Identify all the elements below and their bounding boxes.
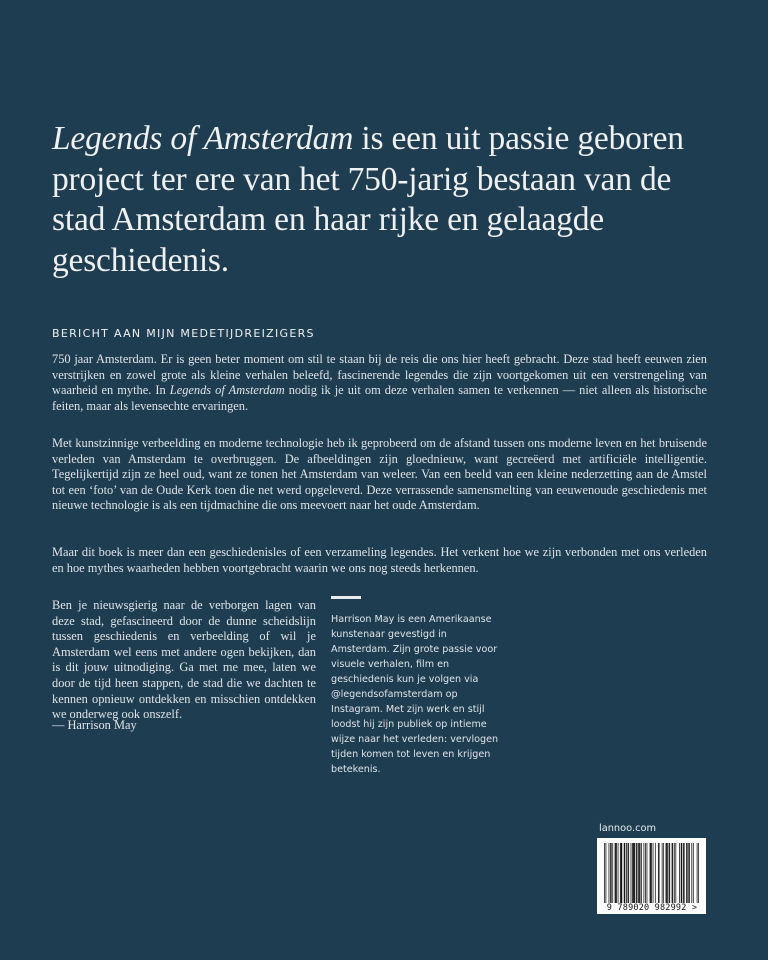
barcode-bar [682, 843, 683, 903]
bio-divider [331, 596, 361, 599]
barcode-bar [697, 843, 698, 903]
barcode-bar [632, 843, 633, 903]
barcode-bar [640, 843, 641, 903]
barcode-bar [666, 843, 667, 903]
intro-book-title: Legends of Amsterdam [169, 383, 285, 398]
barcode-bar [647, 843, 648, 903]
author-bio: Harrison May is een Amerikaanse kunstenaar gevestigd in Amsterdam. Zijn grote passie voor visuele verhalen, film en geschiedenis kun je volgen via @legendsofamsterdam op Instagram. Met zijn werk en stijl loodst hij zijn publiek op intieme wijze naar het verleden: vervlogen tijden komen tot leven en krijgen betekenis. [331, 614, 499, 775]
barcode-bar [669, 843, 670, 903]
barcode-bar [633, 843, 634, 903]
intro-paragraph-start: 750 jaar Amsterdam. Er is geen beter moment om stil te staan bij de reis die ons hier heeft gebracht. Deze stad heeft eeuwen zien verstrijken en zowel grote als kleine verhalen beleefd, fascinerende legendes die zijn voortgekomen uit een verstrengeling van waarheid en mythe. In [52, 352, 707, 398]
barcode-bar [650, 843, 651, 903]
intro-paragraph-end: nodig ik je uit om deze verhalen samen te verkennen — niet alleen als historische feiten, maar als levensechte ervaringen. [52, 383, 707, 413]
barcode-bar [618, 843, 619, 903]
barcode-bar [611, 843, 612, 903]
barcode-bar [616, 843, 617, 903]
section-title: BERICHT AAN MIJN MEDETIJDREIZIGERS [52, 327, 315, 340]
barcode-bar [610, 843, 611, 903]
barcode-bar [634, 843, 635, 903]
barcode-bar [667, 843, 668, 903]
barcode-bar [689, 843, 690, 903]
headline [52, 119, 722, 281]
barcode-bar [615, 843, 616, 903]
barcode-bar [663, 843, 664, 903]
isbn-number: 9 789020 982992 > [606, 903, 698, 913]
barcode-bar [628, 843, 629, 903]
barcode-bar [688, 843, 689, 903]
barcode-bar [662, 843, 663, 903]
barcode-bar [637, 843, 638, 903]
barcode-bar [606, 843, 607, 903]
barcode-bar [650, 843, 651, 903]
barcode-bar [684, 843, 685, 903]
barcode-bar [674, 843, 675, 903]
barcode-bar [620, 843, 621, 903]
barcode-bar [621, 843, 622, 903]
meaning-paragraph: Maar dit boek is meer dan een geschiedenisles of een verzameling legendes. Het verkent hoe we zijn verbonden met ons verleden en hoe mythes waarheden hebben voortgebracht waarin we ons nog steeds herkennen. [52, 545, 707, 575]
barcode-bar [615, 843, 616, 903]
barcode-bar [681, 843, 682, 903]
barcode-bar [644, 843, 645, 903]
barcode-bar [679, 843, 680, 903]
author-signature: — Harrison May [52, 718, 137, 732]
barcode-bar [687, 843, 688, 903]
barcode-bar [653, 843, 654, 903]
technology-paragraph: Met kunstzinnige verbeelding en moderne technologie heb ik geprobeerd om de afstand tussen ons moderne leven en het bruisende verleden van Amsterdam te overbruggen. De afbeeldingen zijn gloednieuw, want gecreëerd met artificiële intelligentie. Tegelijkertijd zijn ze heel oud, want ze tonen het Amsterdam van weleer. Van een beeld van een kleine nederzetting aan de Amstel tot een ‘foto’ van de Oude Kerk toen die net werd opgeleverd. Deze verrassende samensmelting van eeuwenoude geschiedenis met nieuwe technologie is als een tijdmachine die ons meevoert naar het oude Amsterdam. [52, 436, 707, 513]
barcode-bar [639, 843, 640, 903]
barcode-bar [631, 843, 632, 903]
barcode-bar [691, 843, 692, 903]
publisher-url: lannoo.com [599, 823, 656, 834]
barcode-bar [636, 843, 637, 903]
barcode-bar [625, 843, 626, 903]
intro-paragraph [52, 352, 707, 414]
barcode-bar [641, 843, 642, 903]
barcode-bar [609, 843, 610, 903]
isbn-barcode [597, 838, 706, 914]
barcode-bar [672, 843, 673, 903]
barcode-bar [659, 843, 660, 903]
barcode-bar [683, 843, 684, 903]
headline-book-title: Legends of Amsterdam [52, 120, 354, 157]
invitation-paragraph: Ben je nieuwsgierig naar de verborgen lagen van deze stad, gefascineerd door de dunne scheidslijn tussen geschiedenis en verbeelding of wil je Amsterdam wel eens met andere ogen bekijken, dan is dit jouw uitnodiging. Ga met me mee, laten we door de tijd heen stappen, de stad die we dachten te kennen opnieuw ontdekken en misschien ontdekken we onderweg ook onszelf. [52, 598, 316, 722]
headline-text: is een uit passie geboren project ter ere van het 750-jarig bestaan van de stad Amsterdam en haar rijke en gelaagde geschiedenis. [52, 120, 684, 279]
barcode-bar [626, 843, 627, 903]
barcode-bar [666, 843, 667, 903]
barcode-bar [675, 843, 676, 903]
barcode-bar [672, 843, 673, 903]
barcode-bar [655, 843, 656, 903]
barcode-bar [621, 843, 622, 903]
barcode-bar [686, 843, 687, 903]
barcode-bar [669, 843, 670, 903]
barcode-bar [638, 843, 639, 903]
barcode-bar [658, 843, 659, 903]
barcode-bar [612, 843, 613, 903]
barcode-bar [628, 843, 629, 903]
barcode-bar [645, 843, 646, 903]
barcode-bar [634, 843, 635, 903]
barcode-bar [651, 843, 652, 903]
barcode-bar [698, 843, 699, 903]
barcode-bar [624, 843, 625, 903]
barcode-bar [693, 843, 694, 903]
barcode-bar [604, 843, 605, 903]
